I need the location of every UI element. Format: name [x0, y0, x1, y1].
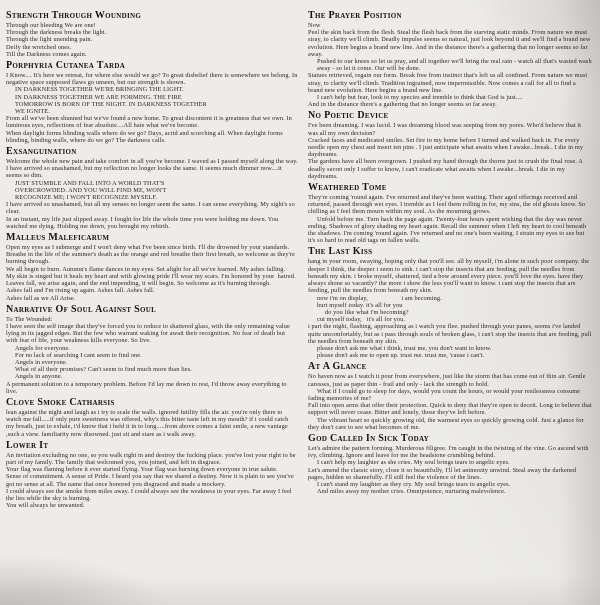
- song-title: The Prayer Position: [308, 10, 402, 21]
- song-title: Lower It: [6, 439, 49, 451]
- song-title: Porphyria Cutanea Tarda: [6, 60, 126, 72]
- lyric-line: My skin is singed but it heals my heart and with glowing pride I'll wear my scars. I'm honored by your hatred.: [6, 272, 296, 280]
- song-section: [6, 10, 298, 58]
- lyric-line: Open my eyes as I submerge and I won't deny what I've been since birth. I'll die drowned by your standards.: [6, 244, 290, 252]
- song-section: [6, 232, 298, 302]
- lyric-line: Let's admire the pattern forming. Murderous filigree. I'm caught in the twisting of the vine. Go ascend with ivy, climbing. Ignore and leave for me the headstone crumbling behind.: [308, 444, 591, 460]
- song-section: [6, 146, 298, 230]
- lyric-line: Pushed to our knees so let us pray, and all together we'll bring the real rain - watch all that's wasted wash away - so let it come. Our will be done.: [317, 58, 594, 73]
- lyric-line: Angels for everyone.: [15, 344, 70, 352]
- lyric-line: Welcome the whole new pain and take comfort in all you've become. I waved as I passed myself along the way. I have arrived so unashamed, but my reflection no longer looks the same. It seems much dimmer now....it seems so dim.: [6, 158, 300, 180]
- song-title: Weathered Tome: [308, 182, 387, 194]
- song-section: [6, 304, 298, 395]
- lyric-line: Through our bleeding We are one!: [6, 22, 96, 29]
- song-section: [308, 361, 592, 431]
- lyric-line: A permanent solution to a temporary problem. Before I'd lay me down to rest, I'd throw away everything to live.: [6, 380, 289, 395]
- song-section: [308, 246, 592, 359]
- lyric-line: please don't ask me to open up. trust me. trust me, 'cause i can't.: [317, 352, 485, 360]
- lyric-line: I have seen the self image that they've forced you to reduce to shattered glass, with the only remaining value lying in its jagged edges. But the few who warrant waking for await their recognition. No fear of death but with fear of life, your weakness kills everyone. So live.: [6, 322, 292, 345]
- lyric-line: We all begin to burn. Autumn's flame dances in my eyes. Set alight for all we've learned. My ashes falling.: [6, 265, 286, 273]
- lyric-line: lean against the night and laugh as i try to scale the walls. ignored futility fills the air. you're only there to watch me fall.....if only pure sweetness was offered, why's this bitter taste left in my mouth? if i could catch my breath, just to exhale, i'd know that i held it in to long.....from above comes a faint smile, a new vantage ,such a view. familiarity now disowned. just sit and stare as i walk away.: [6, 408, 291, 438]
- lyric-line: Breathe in the life of the summer's death as the orange and red breathe their first breath, so welcome as they're burning through.: [6, 251, 297, 266]
- lyric-line: IN DARKNESS TOGETHER WE ARE FORMING. THE FIRE: [15, 93, 182, 101]
- lyric-line: To The Wounded:: [6, 315, 53, 323]
- lyric-line: hurt myself today. it's all for you: [317, 301, 403, 309]
- lyric-line: do you like what i'm becoming?: [325, 308, 409, 316]
- lyric-line: They're coming 'round again. I've returned and they've been waiting. Their aged offerings received and returned, passed through wet eyes. I tremble as I feel them rolling in for, my sins, the old ghosts know. So chilling as I feel them mourn within my soul. As the mourning grows.: [308, 194, 587, 216]
- lyric-line: I could always see the smoke from miles away. I could always see the weakness in your eyes. Far away I feel the lies while the sky is burning.: [6, 487, 294, 502]
- lyric-line: For no lack of searching I cant seem to find one.: [15, 351, 142, 359]
- lyric-line: I Know.... It's here we retreat, for where else would we go? To great disbelief there is somewhere we belong. In negative space supposed flaws go unseen, but our strength is shown.: [6, 72, 300, 87]
- lyric-line: please don't ask me what i think, trust me, you don't want to know.: [317, 344, 492, 352]
- lyric-line: RECOGNIZE ME; I WON'T RECOGNIZE MYSELF.: [15, 194, 158, 202]
- lyric-line: TOMORROW IS BORN OF THE NIGHT. IN DARKNESS TOGETHER: [15, 100, 207, 108]
- lyric-line: And miles away my mother cries. Omnipotence, nurturing malevolence.: [317, 488, 506, 496]
- lyric-line: In an instant, my life just slipped away. I fought for life the whole time you were holding me down. You watched me dying. Holding me down, you brought my rebirth.: [6, 215, 281, 230]
- song-section: [308, 433, 592, 495]
- song-title: Strength Through Wounding: [6, 10, 142, 21]
- lyric-line: Deify the wretched ones.: [6, 43, 72, 51]
- lyric-line: Through the light unending pain.: [6, 36, 93, 44]
- lyric-line: WE IGNITE.: [15, 108, 50, 116]
- song-title: The Last Kiss: [308, 246, 373, 258]
- lyric-line: Through the darkness breaks the light.: [6, 29, 107, 37]
- lyric-line: hang in your room, swaying, hoping only that you'll see. all by myself, i'm alone in such poor company. the deeper I think, the deeper i seem to sink. i can't stop the insects that are feeding, pull the needles from beneath my skin. i broke myself, shattered, tied a bow around every piece. you'll love the eyes. have they always shone so vacantly? the more i show the less you'll want to know. i cant stop the insects that are feeding, pull the needles from beneath my skin.: [308, 258, 591, 295]
- song-title: At A Glance: [308, 361, 367, 373]
- lyric-line: IN DARKNESS TOGETHER WE'RE BRINGING THE LIGHT.: [15, 86, 184, 94]
- lyric-line: Fall into open arms that offer their protection. Quick to deny that they're open to deceit. Long to believe that support will never cease. Bitter and lonely, those they've left before.: [308, 402, 594, 417]
- lyrics-column-left: [6, 8, 298, 511]
- lyric-line: OVERCROWDED. AND YOU WILL FIND ME, WON'T: [15, 186, 167, 194]
- lyric-line: What if I could go to sleep for days, would you count the hours, or would your restlessness consume fading memories of me?: [308, 387, 582, 402]
- lyric-line: Till the Darkness comes again.: [6, 50, 87, 58]
- lyric-line: Angels in anyone.: [15, 373, 63, 381]
- lyric-line: You will always be unwanted.: [6, 502, 85, 510]
- lyric-line: Peel the skin back from the flesh. Steal the flesh back from the starving static minds. From nature we must stray, to clarity we'll climb. Deadly impulse seems so natural, just look beyond it and we'll find a brand new evolution. Here begins a brand new line. And in the distance there's a gathering that no longer seems so far away.: [308, 29, 593, 58]
- song-section: [6, 397, 298, 438]
- song-section: [6, 60, 298, 144]
- lyric-line: I can't stand my laughter as they cry. My soul brings tears to angelic eyes.: [317, 480, 511, 488]
- lyric-line: I have arrived so unashamed, but all my senses no longer seem the same. I can sense everything. My sight's so clear.: [6, 201, 297, 216]
- lyric-line: JUST STUMBLE AND FALL INTO A WORLD THAT'S: [15, 179, 165, 187]
- song-title: Narrative Of Soul Against Soul: [6, 303, 157, 315]
- lyric-line: When daylight forms blinding walls where do we go? Days, acrid and scorching all. When daylight forms blinding, binding walls, where do we go? The darkness calls.: [6, 129, 285, 144]
- lyric-line: Your flag was flaming before it ever started flying. Your flag was burning down everyone in true salute.: [6, 466, 278, 474]
- lyrics-columns: [6, 8, 596, 511]
- lyric-line: I've been dreaming. I was lucid. I was dreaming blood was seeping from my pores. Who'd believe that it was all my own decision?: [308, 122, 583, 137]
- song-title: Malleus Maleficarum: [6, 232, 110, 244]
- lyric-line: Ashes fall and I'm rising up again. Ashes fall. Ashes fall.: [6, 287, 155, 295]
- song-title: Clove Smoke Catharsis: [6, 396, 115, 408]
- lyric-line: The vibrant heart so quickly growing old, the warmest eyes so quickly growing cold. Just a glance for they don't care to see what becomes of me.: [308, 416, 586, 431]
- lyric-line: Angels in everyone.: [15, 358, 68, 366]
- lyric-line: And in the distance there's a gathering that no longer seems so far away.: [308, 101, 497, 109]
- song-title: Exsanguination: [6, 146, 77, 158]
- lyric-line: I can't help my laughter as she cries. My soul brings tears to angelic eyes.: [317, 459, 510, 467]
- lyrics-column-right: [308, 8, 592, 511]
- lyric-line: Ashes fall as we All Arise.: [6, 294, 76, 302]
- song-section: [308, 110, 592, 180]
- lyric-line: Statues retrieved, regain our form. Break free from instinct that's left us all confined. From nature we must stray, to clarity we'll climb. Tradition ingrained, now impermissible. Now comes a call for all to find a brand new evolution. Here begins a brand new line.: [308, 72, 589, 94]
- lyric-line: Let's amend the classic story, close it so beautifully, I'll let animosity unwind. Steal away the darkened pages, hidden so shamefully. I'll still feel the violence of the lines.: [308, 466, 578, 481]
- song-title: God Called In Sick Today: [308, 432, 430, 444]
- lyric-line: i part the night, flashing, approaching as i watch you flee. pushed through your panes, seems i've landed quite uncomfortably, but as i pass through souls of broken glass, i can't stop the insects that are feeding, pull the needles from beneath my skin.: [308, 323, 594, 345]
- lyric-line: Now: [308, 22, 321, 29]
- lyric-line: The gardens have all been overgrown. I pushed my hand through the thorns just to crush the final rose. A deadly secret only I suffer to know, i can't eradicate what awaits when I awake...break. I die in my daydreams.: [308, 158, 585, 180]
- lyric-line: I can't help but fear, look to my species and tremble to think that God is just....: [317, 94, 523, 102]
- lyric-line: No haven now as I watch it pour from everywhere, just like the storm that has come out of thin air. Gentle caresses, just as paper thin - frail and only - lack the strength to hold.: [308, 373, 588, 388]
- song-section: [308, 182, 592, 244]
- lyric-line: Unfold before me. Turn back the page again. Twenty-four hours spent wishing that the day was never ending. Shadows of glory shading my heart again. Recall the summer when I left my heart to cool beneath the shadows. I'm coming 'round again. I've returned and no one's been waiting. I strain my eyes to see but it's so hard to read old tags on fallen walls.: [308, 215, 588, 245]
- lyric-line: Sense of commitment. A sense of Pride. I heard you say that we shared a destiny. Now it is plain to see you've got no sense at all. The name that once honored you disgraced and made a mockery.: [6, 473, 296, 488]
- lyric-line: cut myself today, it's all for you.: [317, 316, 406, 324]
- song-title: No Poetic Device: [308, 110, 389, 122]
- song-section: [6, 440, 298, 510]
- lyric-line: What of all their promises? Can't seem to find much more than lies.: [15, 366, 192, 374]
- lyric-line: An invitation excluding no one, so you walk right in and destroy the fucking place. you've lost your right to be part of my family. The family that welcomed you, you joined, and left in disgrace.: [6, 451, 298, 466]
- lyric-line: Cracked faces and medicated smiles. Set fire to my home before I turned and walked back in. For every needle open my chest and insert ten pins . I just anticipate what awaits when I awake...break.. I die in my daydreams.: [308, 136, 585, 159]
- lyric-line: now i'm on display, i am becoming.: [317, 294, 442, 302]
- lyric-line: From all we've been shunned but we've found a new home. To great discontent it is greatness that we own. In luminous eyes, reflections of fear absolute....All hate what we've become.: [6, 115, 294, 130]
- song-section: [308, 10, 592, 108]
- lyric-line: Leaves fall, we arise again, and the end impending, it will begin. So welcome as it's burning through.: [6, 280, 271, 288]
